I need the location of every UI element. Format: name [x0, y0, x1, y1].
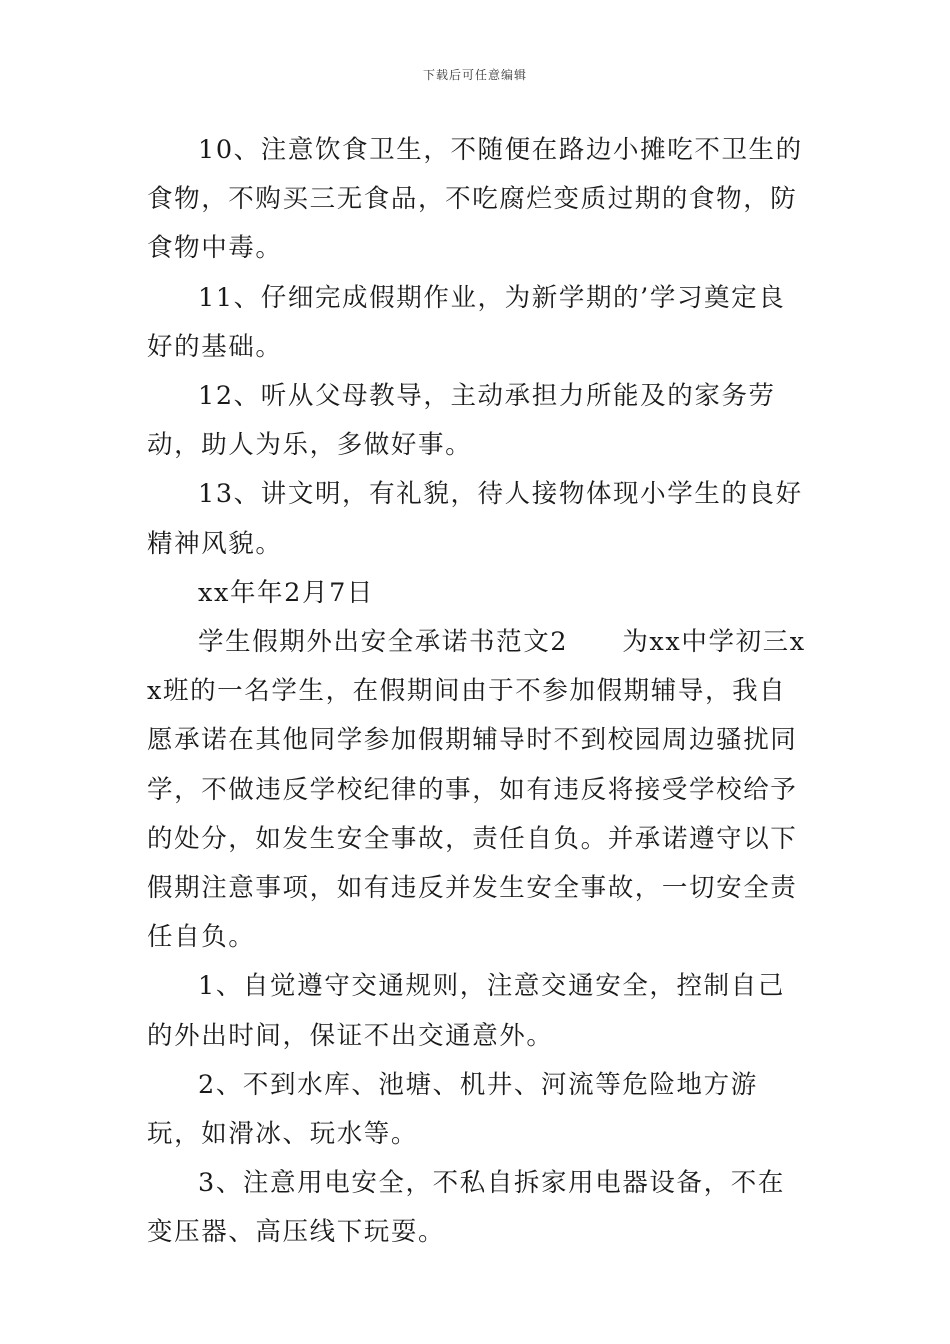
pledge-intro-paragraph: 学生假期外出安全承诺书范文2 为xx中学初三xx班的一名学生，在假期间由于不参加假期辅导，我自愿承诺在其他同学参加假期辅导时不到校园周边骚扰同学，不做违反学校纪律的事，如有违反将接受学校给予的处分，如发生安全事故，责任自负。并承诺遵守以下假期注意事项，如有违反并发生安全事故，一切安全责任自负。: [147, 627, 806, 953]
paragraph-item-2: 2、不到水库、池塘、机井、河流等危险地方游玩，如滑冰、玩水等。: [147, 1069, 758, 1150]
page-header: 下载后可任意编辑: [422, 68, 527, 82]
paragraph-item-12: 12、听从父母教导，主动承担力所能及的家务劳动，助人为乐，多做好事。: [147, 381, 776, 461]
date-line: xx年年2月7日: [198, 577, 375, 608]
document-body: [147, 126, 807, 1258]
paragraph-item-11: 11、仔细完成假期作业，为新学期的’学习奠定良好的基础。: [147, 282, 786, 362]
paragraph-item-13: 13、讲文明，有礼貌，待人接物体现小学生的良好精神风貌。: [147, 479, 803, 559]
paragraph-item-10: 10、注意饮食卫生，不随便在路边小摊吃不卫生的食物，不购买三无食品，不吃腐烂变质过期的食物，防食物中毒。: [147, 135, 803, 264]
paragraph-item-1: 1、自觉遵守交通规则，注意交通安全，控制自己的外出时间，保证不出交通意外。: [147, 971, 785, 1051]
paragraph-item-3: 3、注意用电安全，不私自拆家用电器设备，不在变压器、高压线下玩耍。: [147, 1168, 785, 1248]
